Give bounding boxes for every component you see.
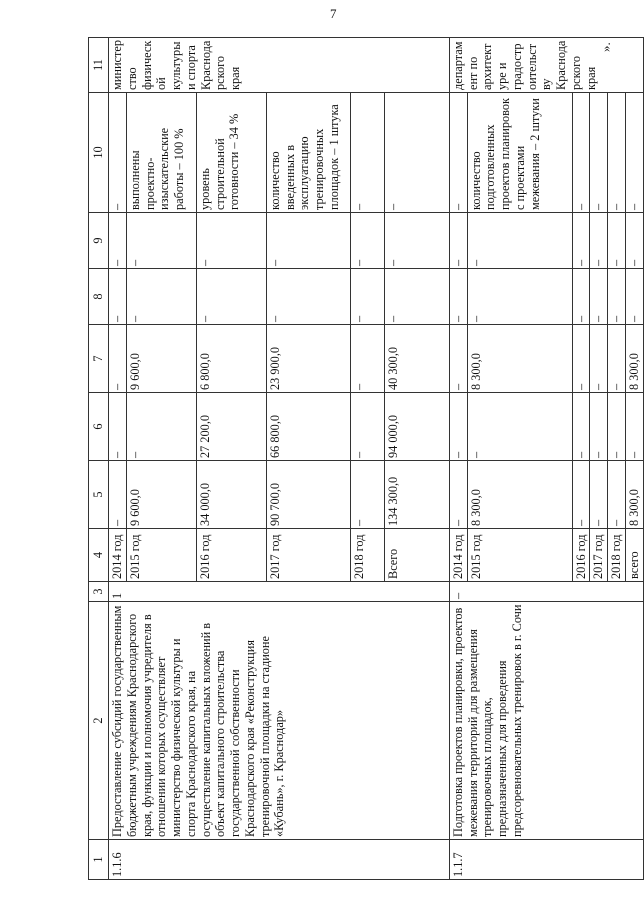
value-cell: 8 300,0 [625, 461, 643, 529]
value-cell: 134 300,0 [384, 461, 449, 529]
value-cell: – [196, 269, 266, 325]
col-header: 11 [89, 38, 109, 93]
year-cell: 2014 год [449, 529, 467, 582]
rotated-sheet [88, 38, 641, 880]
item-col3: 1 [109, 582, 450, 602]
value-cell: – [590, 269, 608, 325]
year-cell: 2016 год [196, 529, 266, 582]
value-cell: 90 700,0 [266, 461, 350, 529]
column-number-row [89, 38, 109, 880]
result-cell: – [590, 93, 608, 213]
year-cell: 2017 год [590, 529, 608, 582]
table-row [449, 38, 467, 880]
closing-quote-mark: ». [598, 42, 613, 52]
value-cell: 94 000,0 [384, 393, 449, 461]
result-cell: – [608, 93, 626, 213]
value-cell: 23 900,0 [266, 325, 350, 393]
value-cell: – [590, 325, 608, 393]
page-number: 7 [330, 6, 337, 21]
col-header: 1 [89, 840, 109, 880]
col-header: 10 [89, 93, 109, 213]
value-cell: – [196, 213, 266, 269]
value-cell: – [625, 393, 643, 461]
value-cell: – [572, 325, 590, 393]
value-cell: – [109, 269, 127, 325]
year-cell: 2015 год [126, 529, 196, 582]
value-cell: 9 600,0 [126, 325, 196, 393]
item-description: Подготовка проектов планировки, проектов межевания территорий для размещения тренировочных площадок, предназначенных для проведения предсоревновательных тренировок в г. Сочи [449, 602, 643, 840]
value-cell: – [109, 325, 127, 393]
value-cell: – [449, 213, 467, 269]
value-cell: – [350, 269, 384, 325]
year-cell: 2017 год [266, 529, 350, 582]
col-header: 4 [89, 529, 109, 582]
result-cell: – [350, 93, 384, 213]
result-cell: – [109, 93, 127, 213]
value-cell: – [449, 269, 467, 325]
value-cell: – [109, 393, 127, 461]
item-col3: – [449, 582, 643, 602]
col-header: 5 [89, 461, 109, 529]
value-cell: – [384, 213, 449, 269]
year-cell: 2018 год [350, 529, 384, 582]
result-cell: – [625, 93, 643, 213]
col-header: 3 [89, 582, 109, 602]
value-cell: – [449, 393, 467, 461]
result-cell: – [572, 93, 590, 213]
value-cell: – [350, 213, 384, 269]
value-cell: 40 300,0 [384, 325, 449, 393]
value-cell: – [109, 461, 127, 529]
value-cell: – [467, 269, 572, 325]
col-header: 9 [89, 213, 109, 269]
value-cell: – [449, 325, 467, 393]
value-cell: – [109, 213, 127, 269]
value-cell: – [126, 393, 196, 461]
item-description: Предоставление субсидий государственным бюджетным учреждениям Краснодарского края, функции и полномочия учредителя в отношении которых осуществляет министерство физической культуры и спорта Краснодарского края, на осуществление капитальных вложений в объект капитального строительства государственной собственности Краснодарского края «Реконструкция тренировочной площадки на стадионе «Кубань», г. Краснодар» [109, 602, 450, 840]
value-cell: – [350, 393, 384, 461]
value-cell: – [572, 393, 590, 461]
value-cell: – [467, 213, 572, 269]
value-cell: – [590, 461, 608, 529]
value-cell: – [449, 461, 467, 529]
value-cell: – [467, 393, 572, 461]
year-cell: 2018 год [608, 529, 626, 582]
responsible-party: министерство физической культуры и спорта Краснодарского края [109, 38, 450, 93]
value-cell: 9 600,0 [126, 461, 196, 529]
year-cell: 2014 год [109, 529, 127, 582]
value-cell: – [625, 213, 643, 269]
value-cell: 66 800,0 [266, 393, 350, 461]
value-cell: – [625, 269, 643, 325]
value-cell: – [572, 461, 590, 529]
value-cell: – [266, 269, 350, 325]
value-cell: – [590, 393, 608, 461]
item-code: 1.1.7 [449, 840, 643, 880]
value-cell: – [350, 461, 384, 529]
value-cell: – [266, 213, 350, 269]
landscape-table-wrapper [88, 38, 641, 880]
year-cell: всего [625, 529, 643, 582]
value-cell: 8 300,0 [467, 325, 572, 393]
value-cell: – [608, 461, 626, 529]
item-code: 1.1.6 [109, 840, 450, 880]
responsible-party: департамент по архитектуре и градостроительству Краснодарского края [449, 38, 643, 93]
value-cell: – [608, 325, 626, 393]
result-cell: – [384, 93, 449, 213]
value-cell: – [590, 213, 608, 269]
year-cell: 2016 год [572, 529, 590, 582]
value-cell: – [384, 269, 449, 325]
value-cell: – [608, 393, 626, 461]
value-cell: 8 300,0 [625, 325, 643, 393]
result-cell: уровень строительной готовности – 34 % [196, 93, 266, 213]
result-cell: – [449, 93, 467, 213]
value-cell: – [608, 269, 626, 325]
result-cell: количество введенных в эксплуатацию тренировочных площадок – 1 штука [266, 93, 350, 213]
col-header: 7 [89, 325, 109, 393]
value-cell: – [608, 213, 626, 269]
value-cell: 27 200,0 [196, 393, 266, 461]
value-cell: 6 800,0 [196, 325, 266, 393]
year-cell: 2015 год [467, 529, 572, 582]
value-cell: – [572, 213, 590, 269]
result-cell: количество подготовленных проектов планировок с проектами межевания – 2 штуки [467, 93, 572, 213]
value-cell: – [572, 269, 590, 325]
value-cell: – [350, 325, 384, 393]
col-header: 2 [89, 602, 109, 840]
year-cell: Всего [384, 529, 449, 582]
value-cell: 8 300,0 [467, 461, 572, 529]
col-header: 6 [89, 393, 109, 461]
program-activities-table [88, 37, 644, 880]
result-cell: выполнены проектно-изыскательские работы – 100 % [126, 93, 196, 213]
value-cell: – [126, 269, 196, 325]
value-cell: 34 000,0 [196, 461, 266, 529]
table-row [109, 38, 127, 880]
value-cell: – [126, 213, 196, 269]
col-header: 8 [89, 269, 109, 325]
